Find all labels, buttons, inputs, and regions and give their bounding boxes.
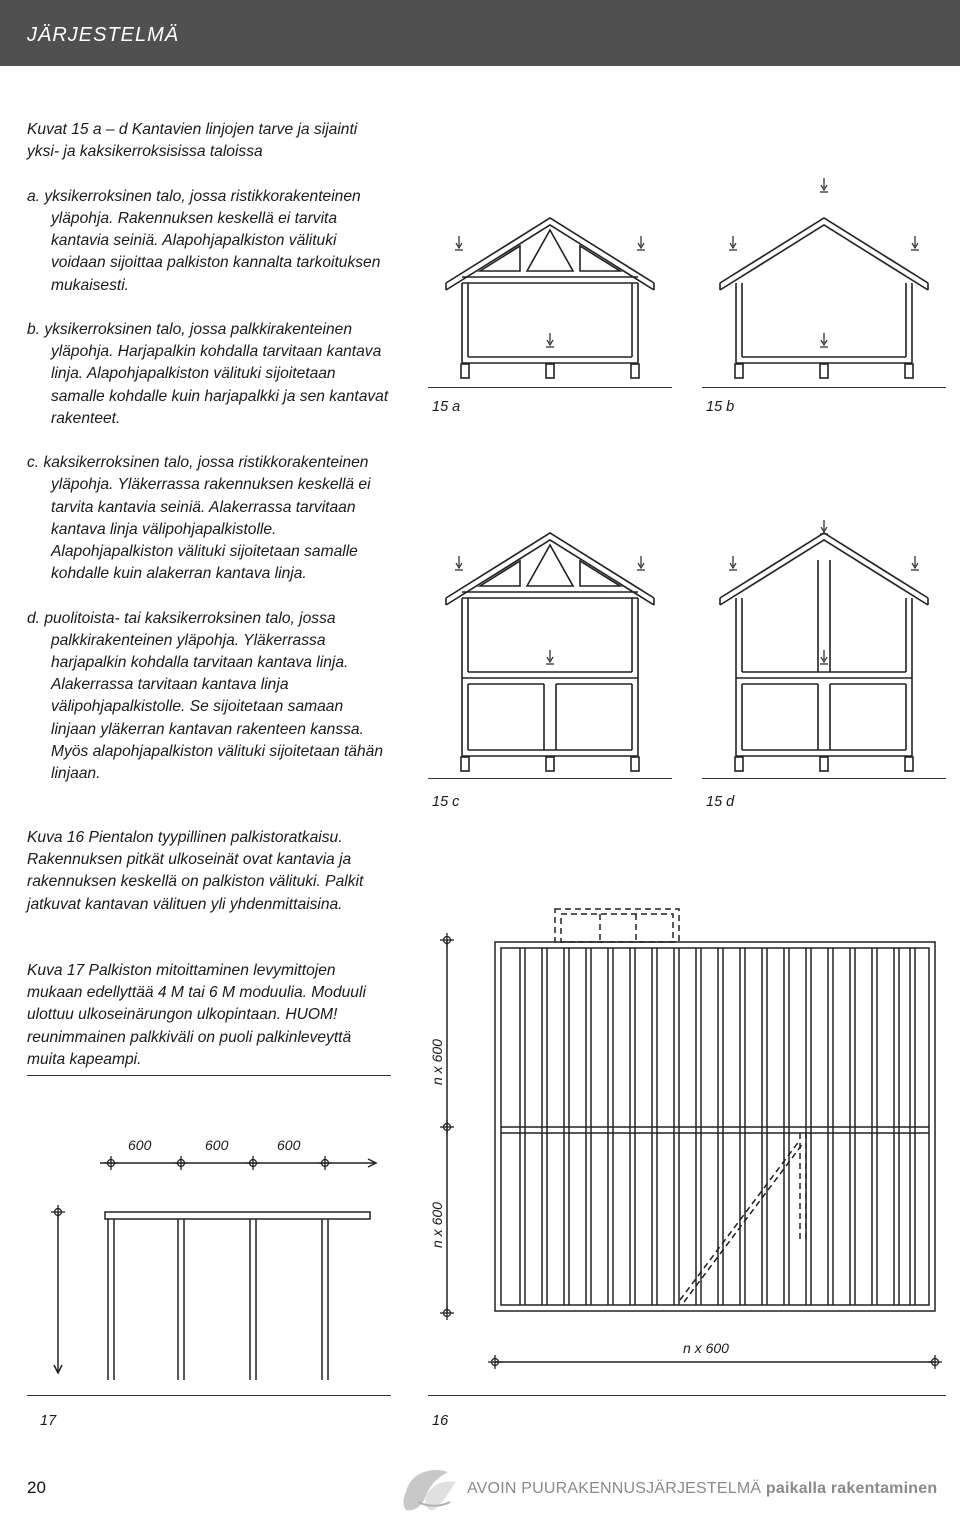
- publisher-logo-icon: [400, 1462, 462, 1518]
- caption-15-b: b. yksikerroksinen talo, jossa palkkirakenteinen yläpohja. Harjapalkin kohdalla tarvitaan kantava linja. Alapohjapalkiston välituki sijoitetaan samalle kohdalle kuin harjapalkki ja sen kantavat rakenteet.: [27, 321, 389, 427]
- footer-publication-subtitle: paikalla rakentaminen: [765, 1480, 938, 1497]
- figure-17-caption: Kuva 17 Palkiston mitoittaminen levymittojen mukaan edellyttää 4 M tai 6 M moduulia. Moduuli ulottuu ulkoseinärungon ulkopintaan. HUOM! reunimmainen palkkiväli on puoli palkinleveyttä muita kapeampi.: [27, 962, 366, 1068]
- dimension-17-spacing-1: 600: [128, 1137, 152, 1153]
- dimension-17-spacing-2: 600: [205, 1137, 229, 1153]
- caption-15-intro: Kuvat 15 a – d Kantavien linjojen tarve ja sijainti yksi- ja kaksikerroksisissa taloissa: [27, 121, 358, 161]
- dimension-17-spacing-3: 600: [277, 1137, 301, 1153]
- caption-15-a: a. yksikerroksinen talo, jossa ristikkorakenteinen yläpohja. Rakennuksen keskellä ei tarvita kantavia seiniä. Alapohjapalkiston välituki voidaan sijoittaa palkiston kannalta tarkoituksen mukaisesti.: [27, 187, 381, 294]
- drawing-15a: [446, 218, 654, 378]
- drawing-16-framing-plan: [447, 909, 935, 1362]
- figure-16-caption: Kuva 16 Pientalon tyypillinen palkistoratkaisu. Rakennuksen pitkät ulkoseinät ovat kantavia ja rakennuksen keskellä on palkiston välituki. Palkit jatkuvat kantavan välituen yli yhdenmittaisina.: [27, 829, 364, 913]
- figure-label-15c: 15 c: [432, 794, 460, 810]
- dimension-16-vertical-bottom: n x 600: [429, 1202, 445, 1248]
- page-section-title: JÄRJESTELMÄ: [27, 24, 180, 46]
- footer-publication-name: AVOIN PUURAKENNUSJÄRJESTELMÄ: [467, 1480, 762, 1497]
- caption-15-d: d. puolitoista- tai kaksikerroksinen talo, jossa palkkirakenteinen yläpohja. Yläkerrassa harjapalkin kohdalla tarvitaan kantava linja. Alakerrassa tarvitaan kantava linja välipohjapalkistolle. Se sijoitetaan samaan linjaan yläkerran kantavan rakenteen kanssa. Myös alapohjapalkiston välituki sijoitetaan tähän linjaan.: [27, 609, 383, 783]
- drawing-15b: [720, 178, 928, 378]
- dimension-16-horizontal: n x 600: [683, 1340, 729, 1356]
- figure-label-17: 17: [40, 1413, 57, 1429]
- figure-label-16: 16: [432, 1413, 449, 1429]
- figure-label-15b: 15 b: [706, 399, 735, 415]
- drawing-17-joist-spacing: [54, 1159, 376, 1380]
- dimension-16-vertical-top: n x 600: [429, 1039, 445, 1085]
- figure-label-15d: 15 d: [706, 794, 735, 810]
- drawing-15c: [446, 533, 654, 771]
- figure-label-15a: 15 a: [432, 399, 461, 415]
- footer-publication: [467, 1480, 937, 1498]
- caption-15-c: c. kaksikerroksinen talo, jossa ristikkorakenteinen yläpohja. Yläkerrassa rakennuksen keskellä ei tarvita kantavia seiniä. Alakerrassa tarvitaan kantava linja välipohjapalkistolle. Alapohjapalkiston välituki sijoitetaan samalle kohdalle kuin alakerran kantava linja.: [27, 454, 371, 583]
- page-number: 20: [27, 1478, 46, 1497]
- drawing-15d: [720, 520, 928, 771]
